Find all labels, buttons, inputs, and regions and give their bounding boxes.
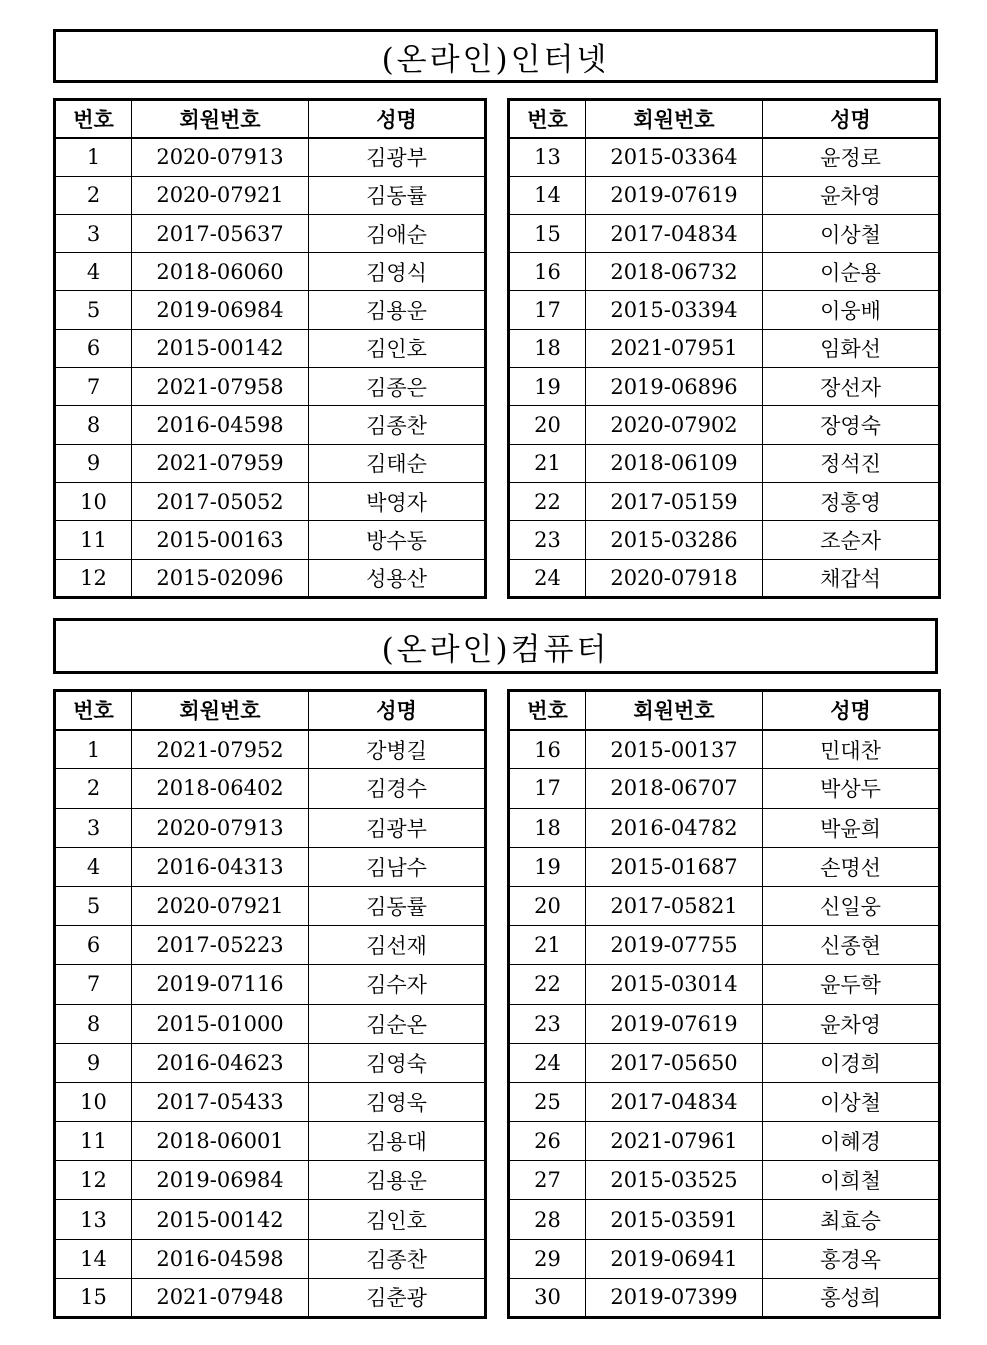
- member-id-cell: 2019-07619: [586, 176, 763, 214]
- table-row: [509, 291, 940, 329]
- member-number-cell: 3: [55, 808, 132, 847]
- member-number-cell: 15: [509, 214, 586, 252]
- member-number-cell: 11: [55, 521, 132, 559]
- member-number-cell: 18: [509, 808, 586, 847]
- member-name-cell: 김애순: [309, 214, 486, 252]
- member-id-cell: 2015-03394: [586, 291, 763, 329]
- table-row: [55, 1122, 486, 1161]
- member-name-cell: 채갑석: [763, 559, 940, 597]
- table-row: [55, 808, 486, 847]
- member-id-cell: 2021-07951: [586, 329, 763, 367]
- member-name-cell: 이상철: [763, 1082, 940, 1121]
- member-name-cell: 김용운: [309, 1161, 486, 1200]
- member-name-cell: 김광부: [309, 138, 486, 176]
- member-name-cell: 장선자: [763, 368, 940, 406]
- table-row: [55, 1082, 486, 1121]
- member-id-cell: 2018-06109: [586, 444, 763, 482]
- member-number-cell: 18: [509, 329, 586, 367]
- table-row: [509, 1043, 940, 1082]
- table-row: [509, 886, 940, 925]
- table-row: [55, 926, 486, 965]
- member-number-cell: 3: [55, 214, 132, 252]
- member-number-cell: 23: [509, 521, 586, 559]
- table-row: [55, 253, 486, 291]
- table-row: [55, 559, 486, 597]
- member-name-cell: 김동률: [309, 176, 486, 214]
- member-name-cell: 김인호: [309, 1200, 486, 1239]
- section-title-internet: (온라인)인터넷: [53, 29, 938, 83]
- table-row: [55, 291, 486, 329]
- member-name-cell: 김선재: [309, 926, 486, 965]
- member-number-cell: 24: [509, 1043, 586, 1082]
- member-number-cell: 11: [55, 1122, 132, 1161]
- member-id-cell: 2020-07902: [586, 406, 763, 444]
- member-name-cell: 이혜경: [763, 1122, 940, 1161]
- member-name-cell: 방수동: [309, 521, 486, 559]
- member-id-cell: 2015-03286: [586, 521, 763, 559]
- member-number-cell: 5: [55, 291, 132, 329]
- table-header-row: [509, 691, 940, 730]
- table-row: [509, 176, 940, 214]
- table-row: [55, 214, 486, 252]
- member-id-cell: 2019-07755: [586, 926, 763, 965]
- table-row: [55, 482, 486, 520]
- member-number-cell: 13: [509, 138, 586, 176]
- member-name-cell: 박윤희: [763, 808, 940, 847]
- member-name-cell: 박영자: [309, 482, 486, 520]
- header-member-id: 회원번호: [586, 691, 763, 730]
- table-header-row: [55, 691, 486, 730]
- member-name-cell: 신일웅: [763, 886, 940, 925]
- member-id-cell: 2019-06984: [132, 1161, 309, 1200]
- table-row: [509, 1200, 940, 1239]
- member-id-cell: 2017-04834: [586, 214, 763, 252]
- member-id-cell: 2018-06060: [132, 253, 309, 291]
- section-title-computer: (온라인)컴퓨터: [53, 618, 938, 674]
- table-row: [509, 926, 940, 965]
- table-row: [55, 329, 486, 367]
- member-id-cell: 2016-04623: [132, 1043, 309, 1082]
- member-number-cell: 8: [55, 1004, 132, 1043]
- member-id-cell: 2017-05052: [132, 482, 309, 520]
- member-id-cell: 2018-06001: [132, 1122, 309, 1161]
- member-id-cell: 2021-07958: [132, 368, 309, 406]
- computer-roster-table-right: [507, 689, 941, 1319]
- header-number: 번호: [55, 691, 132, 730]
- member-id-cell: 2015-00142: [132, 329, 309, 367]
- table-row: [55, 965, 486, 1004]
- member-name-cell: 최효승: [763, 1200, 940, 1239]
- member-number-cell: 7: [55, 368, 132, 406]
- member-name-cell: 김종찬: [309, 1239, 486, 1278]
- member-id-cell: 2021-07961: [586, 1122, 763, 1161]
- member-name-cell: 강병길: [309, 730, 486, 769]
- internet-roster-table-right: [507, 98, 941, 599]
- member-number-cell: 6: [55, 329, 132, 367]
- header-name: 성명: [309, 100, 486, 138]
- member-name-cell: 민대찬: [763, 730, 940, 769]
- member-name-cell: 정석진: [763, 444, 940, 482]
- header-member-id: 회원번호: [586, 100, 763, 138]
- table-row: [509, 847, 940, 886]
- table-row: [509, 808, 940, 847]
- member-name-cell: 신종현: [763, 926, 940, 965]
- member-id-cell: 2019-06984: [132, 291, 309, 329]
- member-number-cell: 28: [509, 1200, 586, 1239]
- table-row: [55, 1200, 486, 1239]
- member-number-cell: 21: [509, 444, 586, 482]
- header-name: 성명: [309, 691, 486, 730]
- member-name-cell: 윤차영: [763, 176, 940, 214]
- member-id-cell: 2015-01687: [586, 847, 763, 886]
- member-name-cell: 김광부: [309, 808, 486, 847]
- member-name-cell: 윤정로: [763, 138, 940, 176]
- member-name-cell: 김영식: [309, 253, 486, 291]
- member-name-cell: 윤두학: [763, 965, 940, 1004]
- member-name-cell: 김용운: [309, 291, 486, 329]
- member-name-cell: 홍경옥: [763, 1239, 940, 1278]
- member-id-cell: 2020-07921: [132, 886, 309, 925]
- member-name-cell: 홍성희: [763, 1278, 940, 1317]
- member-id-cell: 2017-05433: [132, 1082, 309, 1121]
- table-row: [509, 482, 940, 520]
- table-row: [509, 1161, 940, 1200]
- member-name-cell: 김영욱: [309, 1082, 486, 1121]
- table-row: [509, 559, 940, 597]
- table-row: [509, 965, 940, 1004]
- member-number-cell: 17: [509, 769, 586, 808]
- table-row: [509, 769, 940, 808]
- header-number: 번호: [55, 100, 132, 138]
- member-number-cell: 10: [55, 482, 132, 520]
- member-name-cell: 박상두: [763, 769, 940, 808]
- table-row: [55, 406, 486, 444]
- table-row: [509, 406, 940, 444]
- table-row: [509, 1004, 940, 1043]
- member-number-cell: 1: [55, 138, 132, 176]
- table-row: [509, 368, 940, 406]
- table-row: [55, 730, 486, 769]
- member-number-cell: 5: [55, 886, 132, 925]
- member-name-cell: 김태순: [309, 444, 486, 482]
- member-id-cell: 2021-07959: [132, 444, 309, 482]
- header-member-id: 회원번호: [132, 691, 309, 730]
- member-name-cell: 정홍영: [763, 482, 940, 520]
- member-id-cell: 2019-06896: [586, 368, 763, 406]
- member-number-cell: 9: [55, 1043, 132, 1082]
- member-name-cell: 이희철: [763, 1161, 940, 1200]
- member-number-cell: 6: [55, 926, 132, 965]
- member-id-cell: 2016-04782: [586, 808, 763, 847]
- table-row: [55, 1004, 486, 1043]
- member-number-cell: 24: [509, 559, 586, 597]
- table-row: [55, 138, 486, 176]
- member-id-cell: 2017-05159: [586, 482, 763, 520]
- table-row: [55, 1278, 486, 1317]
- member-id-cell: 2016-04598: [132, 406, 309, 444]
- member-name-cell: 김종찬: [309, 406, 486, 444]
- member-id-cell: 2015-03364: [586, 138, 763, 176]
- member-id-cell: 2018-06707: [586, 769, 763, 808]
- table-row: [55, 886, 486, 925]
- member-number-cell: 4: [55, 847, 132, 886]
- member-number-cell: 20: [509, 406, 586, 444]
- member-number-cell: 17: [509, 291, 586, 329]
- member-number-cell: 22: [509, 965, 586, 1004]
- table-row: [509, 214, 940, 252]
- member-number-cell: 9: [55, 444, 132, 482]
- table-row: [55, 769, 486, 808]
- table-row: [55, 521, 486, 559]
- member-id-cell: 2015-02096: [132, 559, 309, 597]
- member-name-cell: 김인호: [309, 329, 486, 367]
- internet-roster-table-left: [53, 98, 487, 599]
- table-row: [509, 329, 940, 367]
- member-name-cell: 이순용: [763, 253, 940, 291]
- member-id-cell: 2015-03014: [586, 965, 763, 1004]
- member-name-cell: 김용대: [309, 1122, 486, 1161]
- member-id-cell: 2017-05637: [132, 214, 309, 252]
- member-name-cell: 임화선: [763, 329, 940, 367]
- member-number-cell: 30: [509, 1278, 586, 1317]
- member-number-cell: 19: [509, 368, 586, 406]
- header-name: 성명: [763, 691, 940, 730]
- member-number-cell: 25: [509, 1082, 586, 1121]
- member-name-cell: 성용산: [309, 559, 486, 597]
- table-row: [509, 1239, 940, 1278]
- member-number-cell: 14: [55, 1239, 132, 1278]
- member-id-cell: 2019-07399: [586, 1278, 763, 1317]
- header-number: 번호: [509, 100, 586, 138]
- member-number-cell: 15: [55, 1278, 132, 1317]
- table-row: [55, 1043, 486, 1082]
- member-name-cell: 손명선: [763, 847, 940, 886]
- member-number-cell: 16: [509, 253, 586, 291]
- member-id-cell: 2020-07913: [132, 138, 309, 176]
- member-name-cell: 김순온: [309, 1004, 486, 1043]
- member-id-cell: 2015-00163: [132, 521, 309, 559]
- member-id-cell: 2017-05650: [586, 1043, 763, 1082]
- table-header-row: [509, 100, 940, 138]
- member-id-cell: 2018-06402: [132, 769, 309, 808]
- member-number-cell: 1: [55, 730, 132, 769]
- member-number-cell: 23: [509, 1004, 586, 1043]
- member-number-cell: 13: [55, 1200, 132, 1239]
- member-number-cell: 21: [509, 926, 586, 965]
- member-name-cell: 이경희: [763, 1043, 940, 1082]
- member-name-cell: 김수자: [309, 965, 486, 1004]
- table-header-row: [55, 100, 486, 138]
- table-row: [509, 521, 940, 559]
- member-name-cell: 이상철: [763, 214, 940, 252]
- table-row: [509, 1278, 940, 1317]
- table-row: [55, 1239, 486, 1278]
- member-name-cell: 김동률: [309, 886, 486, 925]
- member-id-cell: 2015-00142: [132, 1200, 309, 1239]
- member-id-cell: 2020-07918: [586, 559, 763, 597]
- member-number-cell: 29: [509, 1239, 586, 1278]
- member-number-cell: 12: [55, 1161, 132, 1200]
- member-name-cell: 김경수: [309, 769, 486, 808]
- table-row: [509, 730, 940, 769]
- member-name-cell: 김영숙: [309, 1043, 486, 1082]
- member-number-cell: 12: [55, 559, 132, 597]
- table-row: [509, 444, 940, 482]
- member-id-cell: 2017-05821: [586, 886, 763, 925]
- member-number-cell: 20: [509, 886, 586, 925]
- table-row: [509, 138, 940, 176]
- table-row: [55, 176, 486, 214]
- header-member-id: 회원번호: [132, 100, 309, 138]
- member-id-cell: 2017-04834: [586, 1082, 763, 1121]
- member-number-cell: 27: [509, 1161, 586, 1200]
- member-name-cell: 윤차영: [763, 1004, 940, 1043]
- member-name-cell: 김종은: [309, 368, 486, 406]
- member-id-cell: 2015-01000: [132, 1004, 309, 1043]
- member-id-cell: 2018-06732: [586, 253, 763, 291]
- member-id-cell: 2021-07948: [132, 1278, 309, 1317]
- member-id-cell: 2020-07921: [132, 176, 309, 214]
- member-number-cell: 16: [509, 730, 586, 769]
- member-number-cell: 14: [509, 176, 586, 214]
- table-row: [509, 253, 940, 291]
- member-name-cell: 이웅배: [763, 291, 940, 329]
- header-number: 번호: [509, 691, 586, 730]
- member-id-cell: 2016-04598: [132, 1239, 309, 1278]
- member-id-cell: 2015-03525: [586, 1161, 763, 1200]
- member-id-cell: 2019-06941: [586, 1239, 763, 1278]
- table-row: [55, 368, 486, 406]
- member-id-cell: 2015-00137: [586, 730, 763, 769]
- member-number-cell: 19: [509, 847, 586, 886]
- member-name-cell: 장영숙: [763, 406, 940, 444]
- table-row: [55, 1161, 486, 1200]
- member-name-cell: 조순자: [763, 521, 940, 559]
- member-number-cell: 2: [55, 769, 132, 808]
- member-id-cell: 2019-07116: [132, 965, 309, 1004]
- member-id-cell: 2016-04313: [132, 847, 309, 886]
- member-number-cell: 22: [509, 482, 586, 520]
- table-row: [55, 847, 486, 886]
- table-row: [509, 1122, 940, 1161]
- member-name-cell: 김남수: [309, 847, 486, 886]
- header-name: 성명: [763, 100, 940, 138]
- member-number-cell: 10: [55, 1082, 132, 1121]
- member-number-cell: 7: [55, 965, 132, 1004]
- computer-roster-table-left: [53, 689, 487, 1319]
- member-id-cell: 2020-07913: [132, 808, 309, 847]
- member-number-cell: 2: [55, 176, 132, 214]
- member-id-cell: 2017-05223: [132, 926, 309, 965]
- member-number-cell: 4: [55, 253, 132, 291]
- table-row: [55, 444, 486, 482]
- table-row: [509, 1082, 940, 1121]
- member-name-cell: 김춘광: [309, 1278, 486, 1317]
- member-number-cell: 26: [509, 1122, 586, 1161]
- member-id-cell: 2019-07619: [586, 1004, 763, 1043]
- member-number-cell: 8: [55, 406, 132, 444]
- member-id-cell: 2015-03591: [586, 1200, 763, 1239]
- member-id-cell: 2021-07952: [132, 730, 309, 769]
